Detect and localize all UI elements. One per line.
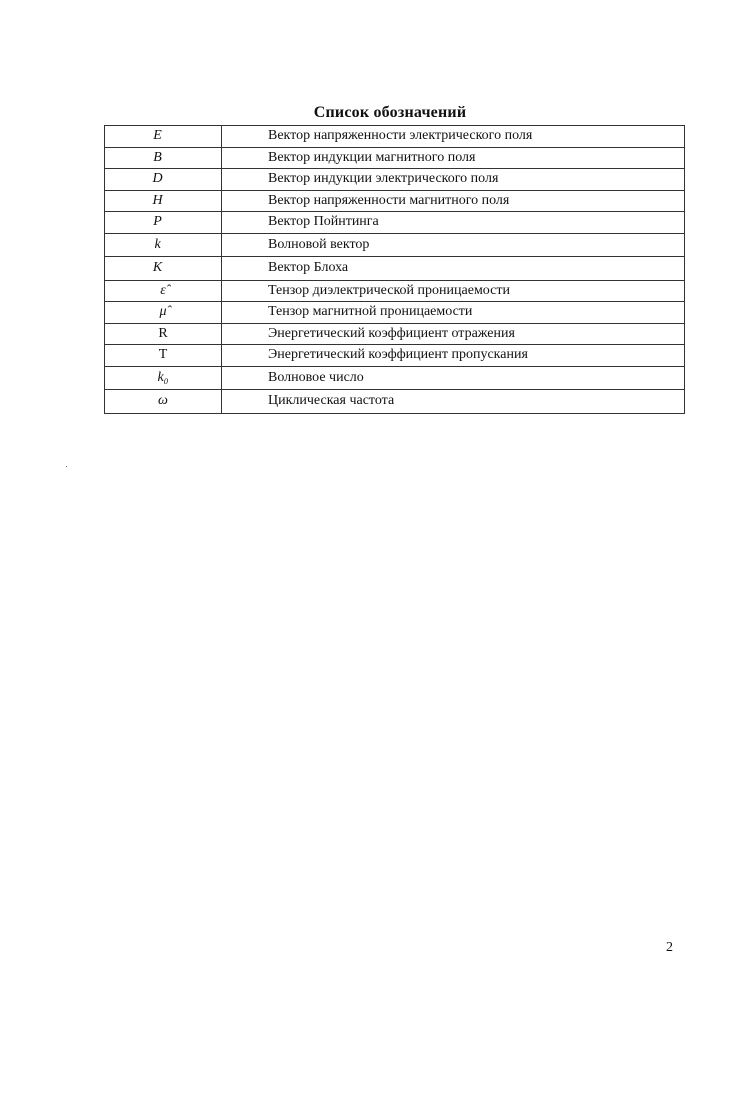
description-cell: Тензор магнитной проницаемости xyxy=(222,302,685,324)
symbol-cell: ω xyxy=(105,390,222,414)
table-row xyxy=(105,302,685,324)
table-row xyxy=(105,147,685,169)
description-cell: Вектор напряженности электрического поля xyxy=(222,126,685,148)
symbol-cell: k⃗ xyxy=(105,233,222,257)
symbol-cell: ε̂ xyxy=(105,280,222,302)
symbol-cell: K⃗ xyxy=(105,257,222,281)
description-cell: Вектор Пойнтинга xyxy=(222,212,685,234)
table-row xyxy=(105,212,685,234)
table-row xyxy=(105,345,685,367)
description-cell: Энергетический коэффициент отражения xyxy=(222,323,685,345)
symbol-cell: D⃗ xyxy=(105,169,222,191)
table-row xyxy=(105,390,685,414)
table-row xyxy=(105,190,685,212)
description-cell: Вектор напряженности магнитного поля xyxy=(222,190,685,212)
table-row xyxy=(105,323,685,345)
page-number: 2 xyxy=(666,940,673,955)
description-cell: Вектор индукции электрического поля xyxy=(222,169,685,191)
description-cell: Вектор индукции магнитного поля xyxy=(222,147,685,169)
description-cell: Волновой вектор xyxy=(222,233,685,257)
table-row xyxy=(105,366,685,390)
symbol-cell: H⃗ xyxy=(105,190,222,212)
table-row xyxy=(105,233,685,257)
description-cell: Циклическая частота xyxy=(222,390,685,414)
table-row xyxy=(105,169,685,191)
scan-speck xyxy=(66,466,67,467)
symbols-table xyxy=(104,125,685,414)
symbol-cell: μ̂ xyxy=(105,302,222,324)
table-row xyxy=(105,126,685,148)
symbol-cell: B⃗ xyxy=(105,147,222,169)
symbol-cell: E⃗ xyxy=(105,126,222,148)
symbol-cell: R xyxy=(105,323,222,345)
table-row xyxy=(105,280,685,302)
symbol-cell: T xyxy=(105,345,222,367)
description-cell: Волновое число xyxy=(222,366,685,390)
description-cell: Энергетический коэффициент пропускания xyxy=(222,345,685,367)
description-cell: Вектор Блоха xyxy=(222,257,685,281)
symbol-cell: P⃗ xyxy=(105,212,222,234)
page-title: Список обозначений xyxy=(313,104,467,121)
description-cell: Тензор диэлектрической проницаемости xyxy=(222,280,685,302)
symbol-cell: k₀ xyxy=(105,366,222,390)
table-row xyxy=(105,257,685,281)
